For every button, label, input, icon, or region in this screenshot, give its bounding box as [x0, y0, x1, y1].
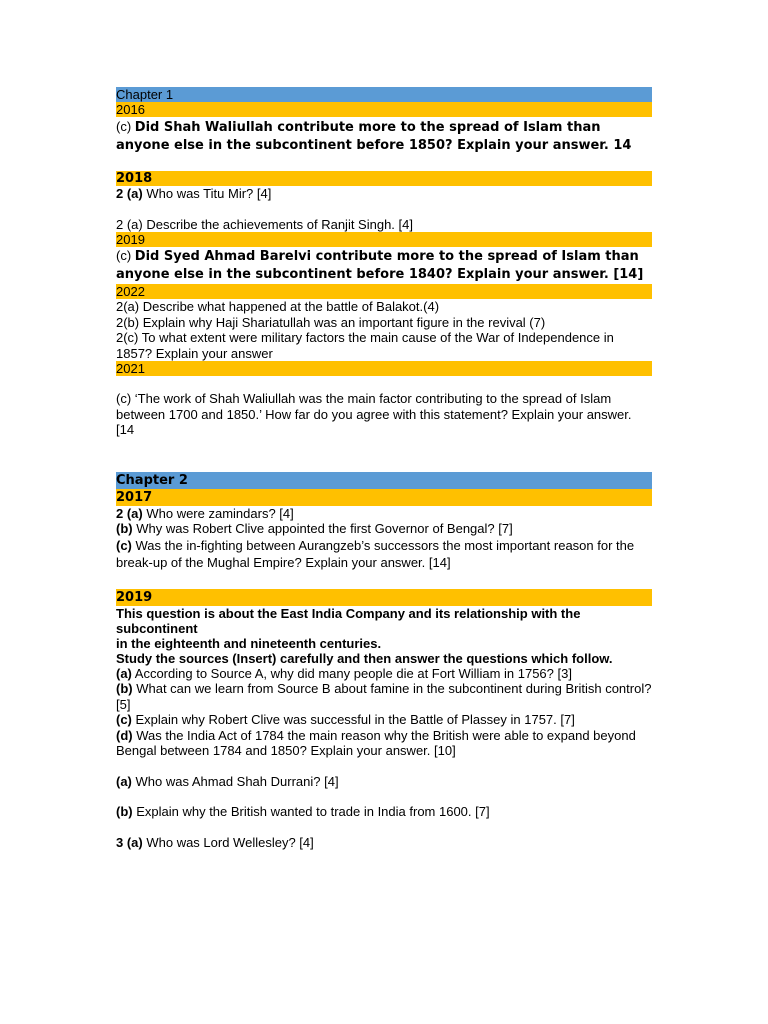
question-2017-c [116, 537, 652, 571]
question-2019-d [116, 728, 652, 759]
question-2019-c [116, 712, 652, 728]
question-2018-a [116, 186, 652, 202]
question-2022-a: 2(a) Describe what happened at the battle of Balakot.(4) [116, 299, 440, 314]
question-text: Explain why Robert Clive was successful in the Battle of Plassey in 1757. [7] [131, 712, 575, 727]
question-british-trade [116, 804, 652, 820]
chapter-1-heading: Chapter 1 [116, 87, 652, 102]
question-prefix: (c) [116, 248, 135, 263]
question-3-a [116, 835, 652, 851]
year-2021-heading: 2021 [116, 361, 652, 376]
source-intro-line-1: This question is about the East India Company and its relationship with the subcontinent [116, 605, 581, 636]
question-prefix: (b) [116, 521, 133, 536]
question-prefix: 2 (a) [116, 186, 143, 201]
question-prefix: 2 (a) [116, 505, 143, 521]
question-prefix: (c) [116, 119, 135, 134]
question-text: According to Source A, why did many people die at Fort William in 1756? [3] [131, 665, 572, 681]
question-2019-c [116, 247, 652, 284]
question-prefix: (b) [116, 681, 133, 696]
question-2017-b [116, 521, 652, 537]
year-2019-ch2-heading: 2019 [116, 589, 652, 606]
question-prefix: (d) [116, 727, 133, 743]
question-2019-b [116, 681, 652, 712]
question-text: Did Syed Ahmad Barelvi contribute more to the spread of Islam than anyone else in the subcontinent before 1840? Explain your answer. [14] [116, 249, 644, 282]
question-text: Who was Lord Wellesley? [4] [142, 834, 314, 850]
question-2022-c: 2(c) To what extent were military factors the main cause of the War of Independence in 1857? Explain your answer [116, 330, 614, 361]
question-text: Did Shah Waliullah contribute more to the spread of Islam than anyone else in the subcontinent before 1850? Explain your answer. 14 [116, 120, 632, 153]
question-2017-a [116, 506, 652, 522]
question-text: What can we learn from Source B about famine in the subcontinent during British control? [5] [116, 681, 652, 712]
year-2017-heading: 2017 [116, 489, 652, 506]
question-text: Was the India Act of 1784 the main reason why the British were able to expand beyond Bengal between 1784 and 1850? Explain your answer. [10] [116, 727, 636, 758]
question-prefix: (a) [116, 665, 132, 681]
question-prefix: (c) [116, 712, 132, 727]
question-text: Was the in-fighting between Aurangzeb’s successors the most important reason for the break-up of the Mughal Empire? Explain your answer. [14] [116, 537, 635, 570]
question-2019-a [116, 666, 652, 682]
question-text: Explain why the British wanted to trade in India from 1600. [7] [132, 804, 490, 819]
year-2016-heading: 2016 [116, 102, 652, 117]
question-prefix: 3 (a) [116, 834, 143, 850]
question-text: Why was Robert Clive appointed the first Governor of Bengal? [7] [132, 521, 513, 536]
question-text: Who was Ahmad Shah Durrani? [4] [131, 773, 339, 789]
question-durrani [116, 774, 652, 790]
year-2018-heading: 2018 [116, 171, 652, 186]
year-2019-heading: 2019 [116, 232, 652, 247]
question-prefix: (b) [116, 804, 133, 819]
document-page [116, 87, 652, 850]
question-text: Who were zamindars? [4] [142, 505, 294, 521]
year-2022-heading: 2022 [116, 284, 652, 299]
question-2021-c: (c) ‘The work of Shah Waliullah was the main factor contributing to the spread of Islam between 1700 and 1850.’ How far do you agree with this statement? Explain your answer. [14 [116, 391, 632, 437]
question-2018-ranjit: 2 (a) Describe the achievements of Ranjit Singh. [4] [116, 216, 413, 232]
question-prefix: (c) [116, 537, 132, 553]
question-2022-b: 2(b) Explain why Haji Shariatullah was an important figure in the revival (7) [116, 314, 546, 330]
chapter-2-heading: Chapter 2 [116, 472, 652, 489]
question-prefix: (a) [116, 773, 132, 789]
source-intro-line-2: in the eighteenth and nineteenth centuries. [116, 635, 382, 651]
question-2016-c [116, 118, 652, 155]
source-intro-line-3: Study the sources (Insert) carefully and then answer the questions which follow. [116, 650, 613, 666]
question-text: Who was Titu Mir? [4] [142, 186, 272, 201]
